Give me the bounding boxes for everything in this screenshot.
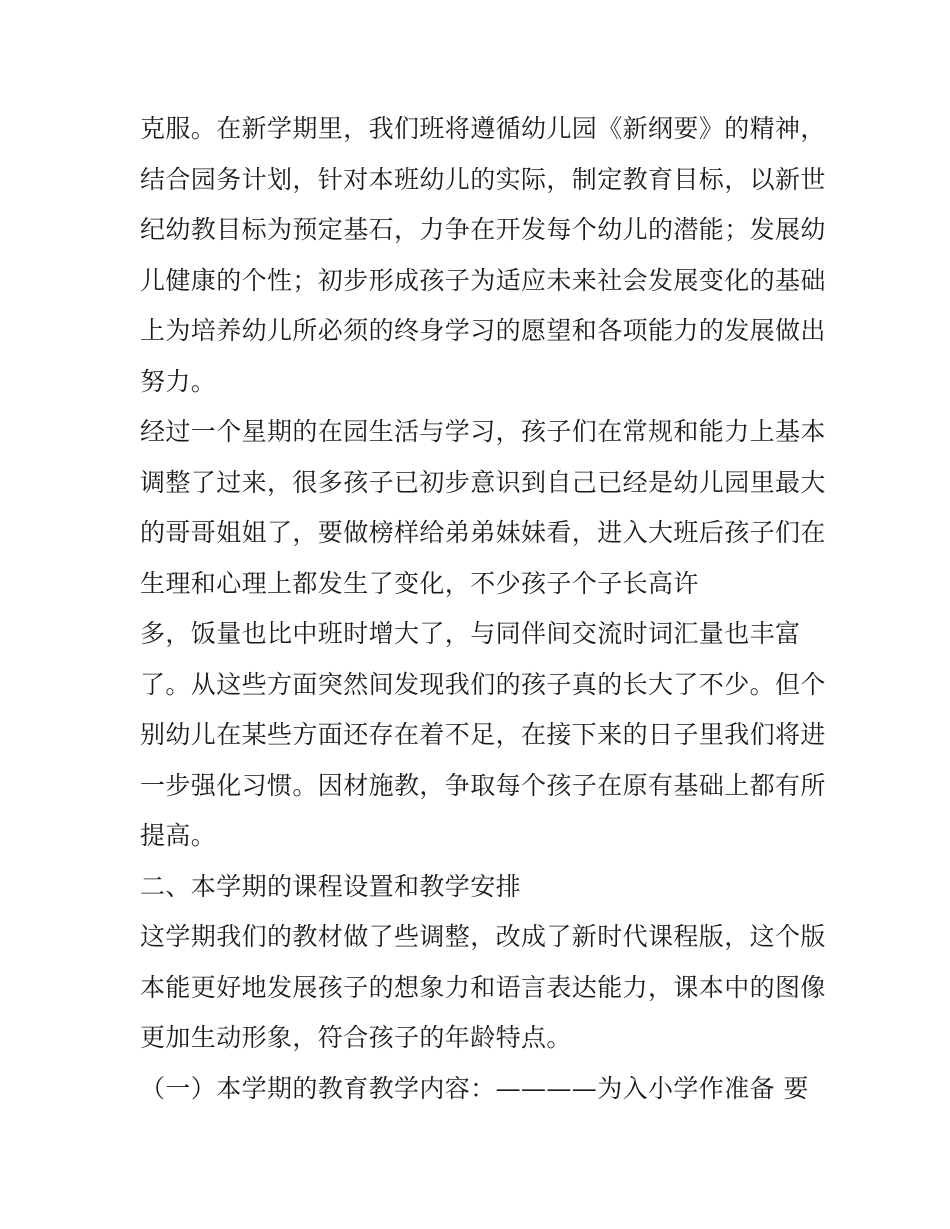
text-line: 上为培养幼儿所必须的终身学习的愿望和各项能力的发展做出 — [140, 316, 826, 345]
text-line: 别幼儿在某些方面还存在着不足，在接下来的日子里我们将进 — [140, 720, 826, 749]
text-line: 努力。 — [140, 366, 217, 396]
text-line: 克服。在新学期里，我们班将遵循幼儿园《新纲要》的精神， — [140, 114, 826, 143]
text-line: 纪幼教目标为预定基石，力争在开发每个幼儿的潜能；发展幼 — [140, 215, 826, 244]
subsection-heading: （一）本学期的教育教学内容：————为入小学作准备 要 — [140, 1073, 809, 1103]
text-line: 了。从这些方面突然间发现我们的孩子真的长大了不少。但个 — [140, 669, 826, 699]
text-line: 一步强化习惯。因材施教，争取每个孩子在原有基础上都有所 — [140, 770, 826, 800]
body-text — [140, 104, 826, 1114]
text-line: 生理和心理上都发生了变化，不少孩子个子长高许 — [140, 568, 699, 598]
text-line: 经过一个星期的在园生活与学习，孩子们在常规和能力上基本 — [140, 417, 826, 446]
text-line: 调整了过来，很多孩子已初步意识到自己已经是幼儿园里最大 — [140, 467, 826, 497]
text-line: 更加生动形象，符合孩子的年龄特点。 — [140, 1023, 572, 1052]
text-line: 儿健康的个性；初步形成孩子为适应未来社会发展变化的基础 — [140, 265, 826, 295]
text-line: 结合园务计划，针对本班幼儿的实际，制定教育目标，以新世 — [140, 164, 826, 194]
text-line: 的哥哥姐姐了，要做榜样给弟弟妹妹看，进入大班后孩子们在 — [140, 518, 826, 547]
text-line: 多，饭量也比中班时增大了，与同伴间交流时词汇量也丰富 — [140, 619, 801, 648]
text-line: 本能更好地发展孩子的想象力和语言表达能力，课本中的图像 — [140, 972, 826, 1002]
text-line: 提高。 — [140, 821, 217, 850]
text-line: 这学期我们的教材做了些调整，改成了新时代课程版，这个版 — [140, 922, 826, 951]
section-heading: 二、本学期的课程设置和教学安排 — [140, 871, 522, 901]
